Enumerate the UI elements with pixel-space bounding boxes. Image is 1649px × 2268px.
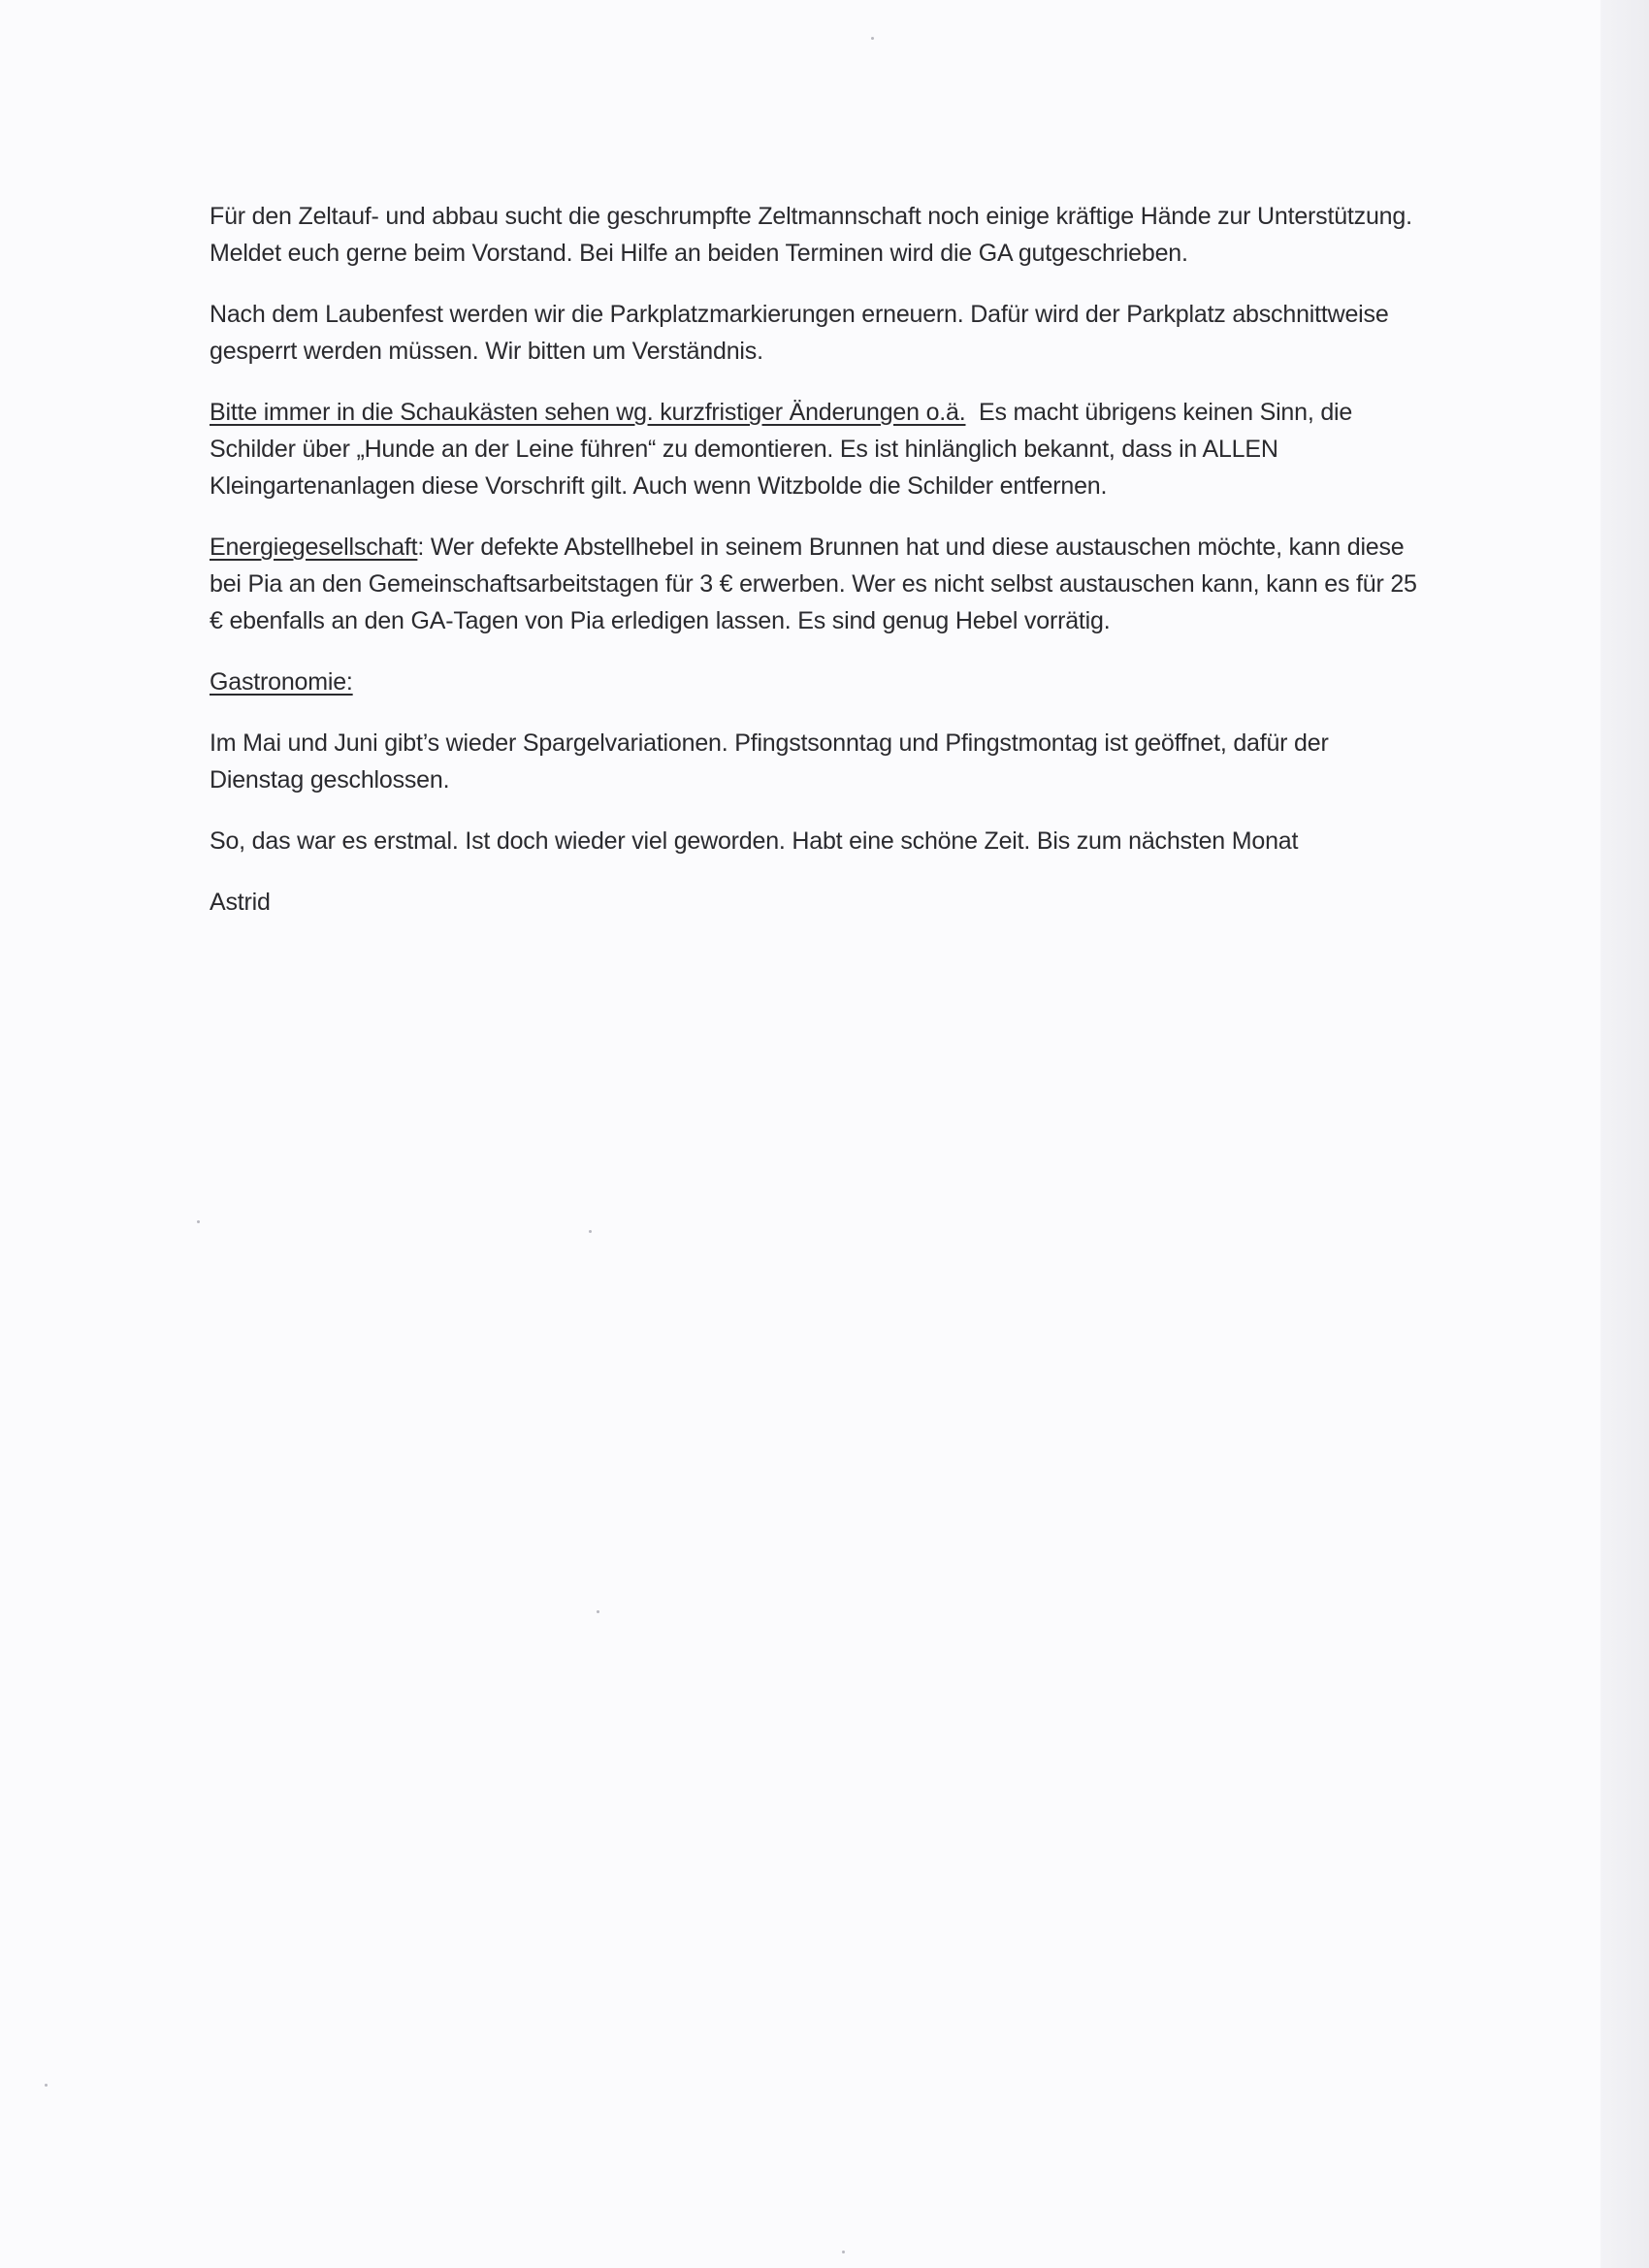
gastronomie-heading — [210, 664, 1422, 700]
energie-text: : Wer defekte Abstellhebel in seinem Brunnen hat und diese austauschen möchte, kann diese bei Pia an den Gemeinschaftsarbeitstagen für 3 € erwerben. Wer es nicht selbst austauschen kann, kann es für 25 € ebenfalls an den GA-Tagen von Pia erledigen lassen. Es sind genug Hebel vorrätig. — [210, 534, 1417, 634]
schaukasten-text: Es macht übrigens keinen Sinn, die Schilder über „Hunde an der Leine führen“ zu demontieren. Es ist hinlänglich bekannt, dass in ALLEN Kleingartenanlagen diese Vorschrift gilt. Auch wenn Witzbolde die Schilder entfernen. — [210, 399, 1353, 500]
scan-edge — [1600, 0, 1649, 2268]
paragraph-gastronomie: Im Mai und Juni gibt’s wieder Spargelvariationen. Pfingstsonntag und Pfingstmontag ist geöffnet, dafür der Dienstag geschlossen. — [210, 729, 1329, 794]
scan-speck — [45, 2084, 48, 2087]
paragraph-energie — [210, 529, 1422, 639]
scan-speck — [597, 1610, 599, 1613]
signature: Astrid — [210, 889, 271, 916]
paragraph-zelt: Für den Zeltauf- und abbau sucht die geschrumpfte Zeltmannschaft noch einige kräftige Hände zur Unterstützung. Meldet euch gerne beim Vorstand. Bei Hilfe an beiden Terminen wird die GA gutgeschrieben. — [210, 203, 1412, 267]
schaukasten-heading: Bitte immer in die Schaukästen sehen wg. kurzfristiger Änderungen o.ä. — [210, 399, 966, 426]
paragraph-schaukasten — [210, 394, 1422, 504]
gastronomie-heading-text: Gastronomie: — [210, 668, 353, 696]
paragraph-parkplatz: Nach dem Laubenfest werden wir die Parkplatzmarkierungen erneuern. Dafür wird der Parkplatz abschnittweise gesperrt werden müssen. Wir bitten um Verständnis. — [210, 301, 1389, 365]
energie-heading: Energiegesellschaft — [210, 534, 418, 561]
letter-body — [210, 198, 1422, 945]
paragraph-abschluss: So, das war es erstmal. Ist doch wieder viel geworden. Habt eine schöne Zeit. Bis zum nächsten Monat — [210, 827, 1299, 855]
scan-speck — [842, 2251, 845, 2253]
scan-speck — [197, 1220, 200, 1223]
scan-speck — [589, 1230, 592, 1233]
scan-speck — [871, 37, 874, 40]
